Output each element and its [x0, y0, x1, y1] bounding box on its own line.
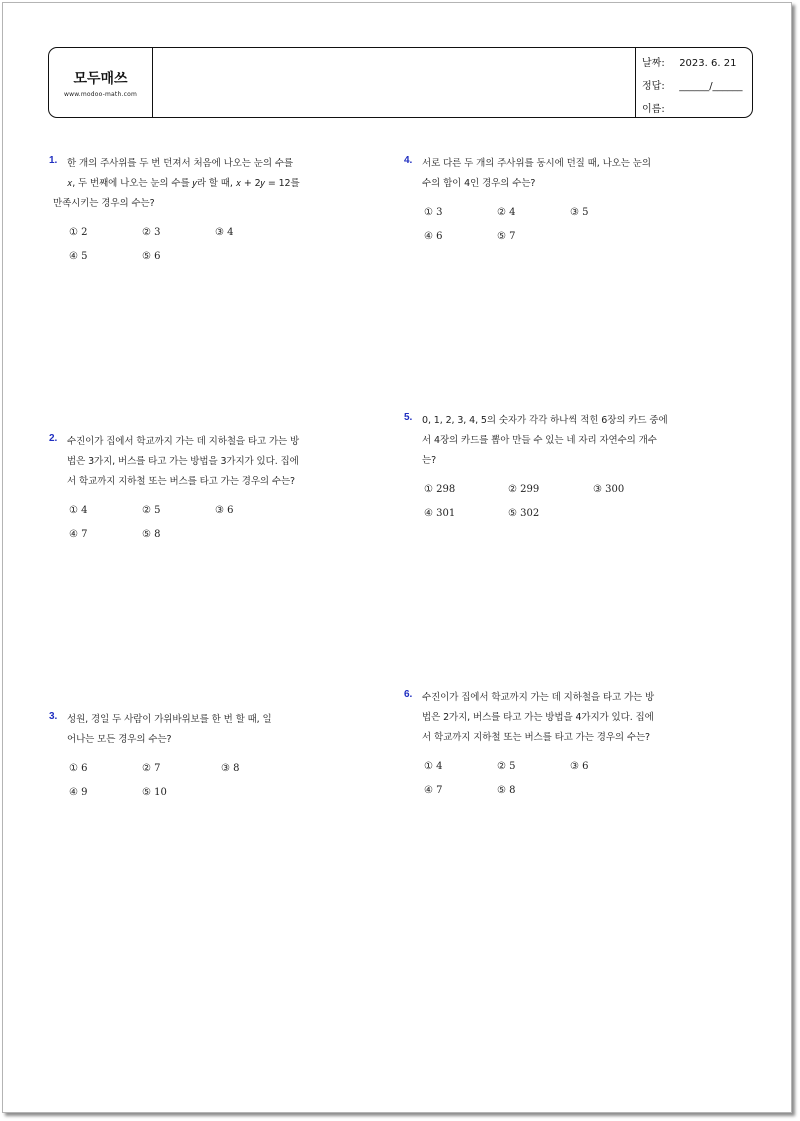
question-number: 3.	[49, 711, 58, 722]
question-text-line: 서로 다른 두 개의 주사위를 동시에 던질 때, 나오는 눈의	[422, 158, 651, 169]
choice-5[interactable]: ⑤ 8	[497, 785, 516, 796]
choice-3[interactable]: ③ 8	[221, 763, 240, 774]
answer-blank: ______/______	[679, 81, 743, 92]
question-text-line: 성원, 경일 두 사람이 가위바위보를 한 번 할 때, 일	[67, 714, 272, 725]
choice-4[interactable]: ④ 301	[424, 508, 456, 519]
question-text-line: 서 학교까지 지하철 또는 버스를 타고 가는 경우의 수는?	[422, 732, 650, 743]
brand-logo-text: 모두매쓰	[73, 71, 128, 87]
question-text-line: 법은 2가지, 버스를 타고 가는 방법을 4가지가 있다. 집에	[422, 712, 654, 723]
question-number: 4.	[404, 155, 413, 166]
question-text-line: 서 학교까지 지하철 또는 버스를 타고 가는 경우의 수는?	[67, 476, 295, 487]
answer-row	[642, 77, 743, 92]
choice-5[interactable]: ⑤ 302	[508, 508, 540, 519]
choice-2[interactable]: ② 5	[497, 761, 516, 772]
worksheet-header	[48, 47, 753, 118]
question-text-line: 어나는 모든 경우의 수는?	[67, 734, 172, 745]
choice-5[interactable]: ⑤ 6	[142, 251, 161, 262]
choice-1[interactable]: ① 2	[69, 227, 88, 238]
choice-2[interactable]: ② 3	[142, 227, 161, 238]
question-text-line: 서 4장의 카드를 뽑아 만들 수 있는 네 자리 자연수의 개수	[422, 435, 657, 446]
question-text-line: 는?	[422, 455, 437, 466]
choice-4[interactable]: ④ 6	[424, 231, 443, 242]
choice-4[interactable]: ④ 7	[69, 529, 88, 540]
question-number: 6.	[404, 689, 413, 700]
choice-2[interactable]: ② 299	[508, 484, 540, 495]
choice-2[interactable]: ② 5	[142, 505, 161, 516]
question-text-line: 수진이가 집에서 학교까지 가는 데 지하철을 타고 가는 방	[422, 692, 655, 703]
choice-2[interactable]: ② 4	[497, 207, 516, 218]
choice-4[interactable]: ④ 9	[69, 787, 88, 798]
question-number: 5.	[404, 412, 413, 423]
choice-1[interactable]: ① 298	[424, 484, 456, 495]
question-text-line: 만족시키는 경우의 수는?	[53, 198, 155, 209]
answer-label: 정답:	[642, 81, 665, 92]
brand-url: www.modoo-math.com	[63, 91, 138, 98]
choice-1[interactable]: ① 6	[69, 763, 88, 774]
choice-1[interactable]: ① 4	[69, 505, 88, 516]
date-row	[642, 54, 736, 69]
question-text-line: 법은 3가지, 버스를 타고 가는 방법을 3가지가 있다. 집에	[67, 456, 299, 467]
question-text-line: 0, 1, 2, 3, 4, 5의 숫자가 각각 하나씩 적힌 6장의 카드 중에	[422, 415, 668, 426]
question-number: 2.	[49, 433, 58, 444]
choice-1[interactable]: ① 4	[424, 761, 443, 772]
choice-5[interactable]: ⑤ 7	[497, 231, 516, 242]
worksheet-page	[2, 2, 792, 1113]
choice-3[interactable]: ③ 5	[570, 207, 589, 218]
brand-cell	[49, 48, 153, 117]
choice-1[interactable]: ① 3	[424, 207, 443, 218]
question-text-line: 한 개의 주사위를 두 번 던져서 처음에 나오는 눈의 수를	[67, 158, 293, 169]
choice-3[interactable]: ③ 6	[570, 761, 589, 772]
question-text-line: 수진이가 집에서 학교까지 가는 데 지하철을 타고 가는 방	[67, 436, 300, 447]
choice-2[interactable]: ② 7	[142, 763, 161, 774]
choice-5[interactable]: ⑤ 8	[142, 529, 161, 540]
date-value: 2023. 6. 21	[679, 58, 737, 69]
choice-5[interactable]: ⑤ 10	[142, 787, 167, 798]
choice-3[interactable]: ③ 300	[593, 484, 625, 495]
title-blank-cell	[153, 48, 636, 117]
choice-3[interactable]: ③ 4	[215, 227, 234, 238]
name-row	[642, 100, 674, 115]
choice-4[interactable]: ④ 7	[424, 785, 443, 796]
date-label: 날짜:	[642, 58, 665, 69]
choice-4[interactable]: ④ 5	[69, 251, 88, 262]
question-text-line: 수의 합이 4인 경우의 수는?	[422, 178, 536, 189]
name-label: 이름:	[642, 104, 665, 115]
choice-3[interactable]: ③ 6	[215, 505, 234, 516]
question-text-line: 𝑥, 두 번째에 나오는 눈의 수를 𝑦라 할 때, 𝑥 + 2𝑦 = 12를	[67, 178, 300, 189]
question-number: 1.	[49, 155, 58, 166]
